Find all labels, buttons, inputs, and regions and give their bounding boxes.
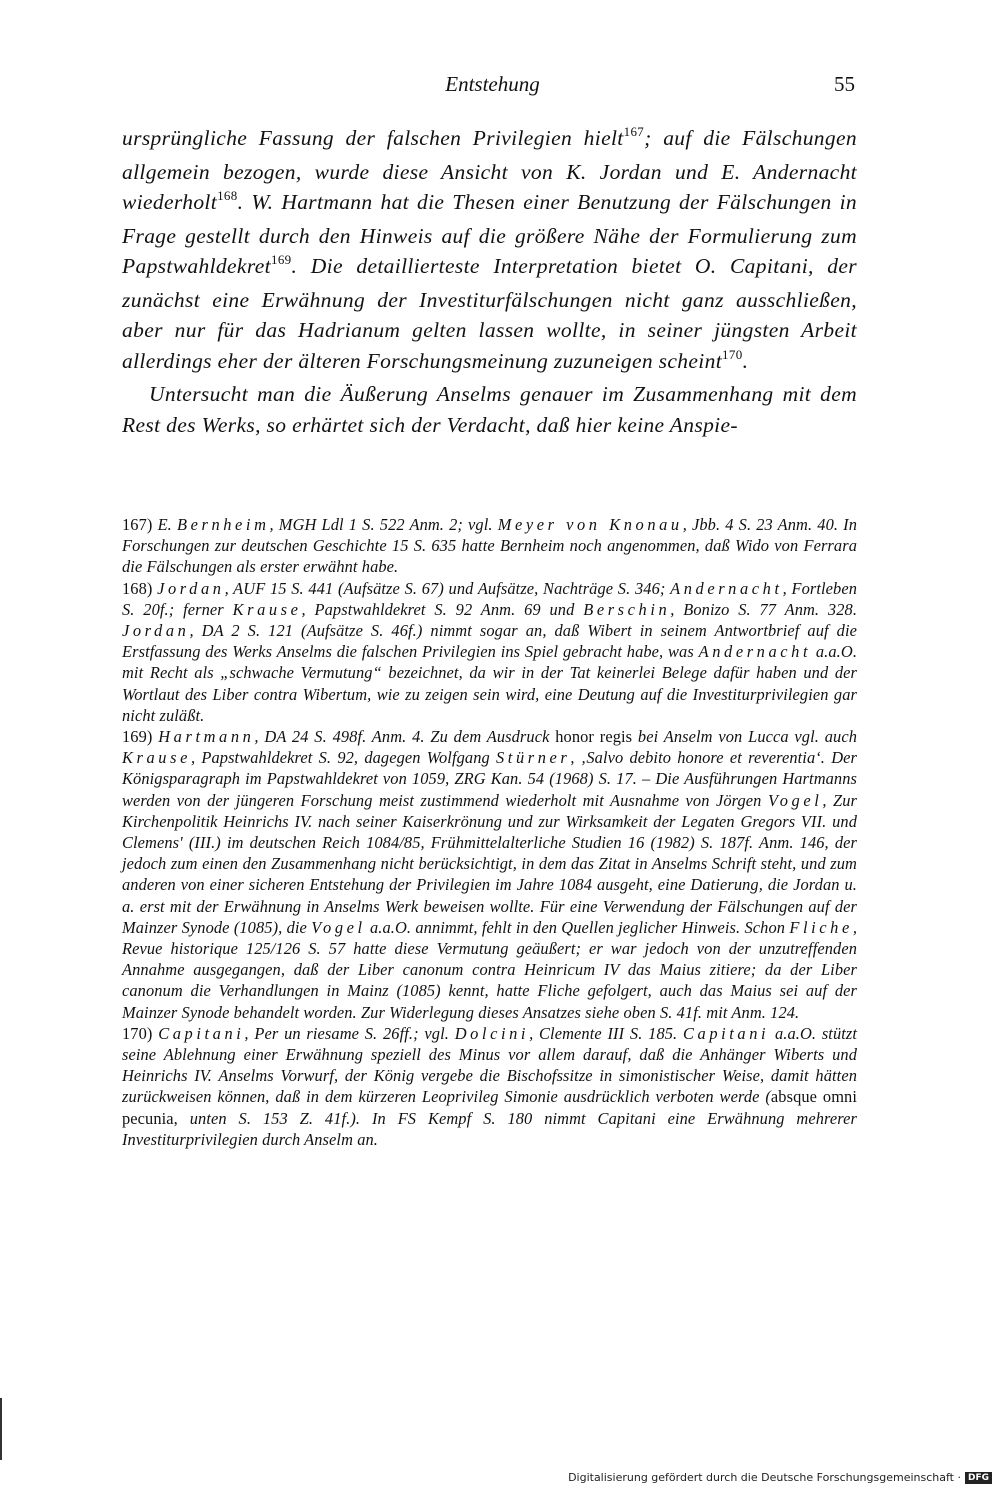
footnote-ref-170[interactable]: 170 (722, 346, 743, 362)
paragraph-1: ursprüngliche Fassung der falschen Privilegien hielt$^{167}$; auf die Fälschungen allgemein bezogen, wurde diese Ansicht von K. Jordan und E. Andernacht wiederholt$^{168}$. W. Hartmann hat die Thesen einer Benutzung der Fälschungen in Frage gestellt durch den Hinweis auf die größere Nähe der Formulierung zum Papstwahldekret$^{169}$. Die detaillierteste Interpretation bietet O. Capitani, der zunächst eine Erwähnung der Investiturfälschungen nicht ganz ausschließen, aber nur für das Hadrianum gelten lassen wollte, in seiner jüngsten Arbeit allerdings eher der älteren Forschungsmeinung zuzuneigen scheint$^{170}$. (122, 124, 857, 373)
paragraph-2: Untersucht man die Äußerung Anselms genauer im Zusammenhang mit dem Rest des Werks, so erhärtet sich der Verdacht, daß hier keine Anspie- (122, 382, 857, 437)
main-text (122, 123, 857, 440)
footnote-ref-169[interactable]: 169 (270, 252, 292, 267)
footnotes (122, 514, 857, 1150)
digitization-footer (568, 1471, 992, 1484)
page-number: 55 (834, 72, 855, 96)
dfg-logo: DFG (965, 1472, 992, 1484)
scan-margin-line (0, 1398, 2, 1460)
footnote-ref-168[interactable]: 168 (217, 188, 238, 203)
footer-text: Digitalisierung gefördert durch die Deutsche Forschungsgemeinschaft · (568, 1471, 961, 1484)
footnote-169: 169) Hartmann, DA 24 S. 498f. Anm. 4. Zu dem Ausdruck honor regis bei Anselm von Lucca vgl. auch Krause, Papstwahldekret S. 92, dagegen Wolfgang Stürner, ‚Salvo debito honore et reverentia‘. Der Königsparagraph im Papstwahldekret von 1059, ZRG Kan. 54 (1968) S. 17. – Die Ausführungen Hartmanns werden von der jüngeren Forschung meist zustimmend wiederholt mit Ausnahme von Jörgen Vogel, Zur Kirchenpolitik Heinrichs IV. nach seiner Kaiserkrönung und zur Wirksamkeit der Legaten Gregors VII. und Clemens' (III.) im deutschen Reich 1084/85, Frühmittelalterliche Studien 16 (1982) S. 187f. Anm. 146, der jedoch zum einen den Zusammenhang nicht berücksichtigt, in dem das Zitat in Anselms Schrift steht, und zum anderen von einer sicheren Entstehung der Privilegien im Jahre 1084 ausgeht, eine Datierung, die Jordan u. a. erst mit der Erwähnung in Anselms Werk beweisen wollte. Für eine Verwendung der Fälschungen auf der Mainzer Synode (1085), die Vogel a.a.O. annimmt, fehlt in den Quellen jeglicher Hinweis. Schon Fliche, Revue historique 125/126 S. 57 hatte diese Vermutung geäußert; er war jedoch von der unzutreffenden Annahme ausgegangen, daß der Liber canonum contra Heinricum IV das Maius zitiere; da der Liber canonum die Verhandlungen in Mainz (1085) kennt, hatte Fliche gefolgert, auch das Maius sei auf der Mainzer Synode behandelt worden. Zur Widerlegung dieses Ansatzes siehe oben S. 41f. mit Anm. 124. (122, 727, 858, 1022)
running-title: Entstehung (445, 72, 540, 96)
footnote-170: 170) Capitani, Per un riesame S. 26ff.; vgl. Dolcini, Clemente III S. 185. Capitani a.a.O. stützt seine Ablehnung einer Erwähnung speziell des Minus vor allem darauf, daß die Anhänger Wiberts und Heinrichs IV. Anselms Vorwurf, der König vergebe die Bischofssitze in simonistischer Weise, damit hätten zurückweisen können, daß in dem kürzeren Leoprivileg Simonie ausdrücklich verboten werde (absque omni pecunia, unten S. 153 Z. 41f.). In FS Kempf S. 180 nimmt Capitani eine Erwähnung mehrerer Investiturprivilegien durch Anselm an. (122, 1023, 858, 1149)
footnote-167: 167) E. Bernheim, MGH Ldl 1 S. 522 Anm. 2; vgl. Meyer von Knonau, Jbb. 4 S. 23 Anm. 40. In Forschungen zur deutschen Geschichte 15 S. 635 hatte Bernheim noch angenommen, daß Wido von Ferrara die Fälschungen als erster erwähnt habe. (122, 515, 858, 577)
footnote-168: 168) Jordan, AUF 15 S. 441 (Aufsätze S. 67) und Aufsätze, Nachträge S. 346; Andernacht, Fortleben S. 20f.; ferner Krause, Papstwahldekret S. 92 Anm. 69 und Berschin, Bonizo S. 77 Anm. 328. Jordan, DA 2 S. 121 (Aufsätze S. 46f.) nimmt sogar an, daß Wibert in seinem Antwortbrief auf die Erstfassung des Werks Anselms die falschen Privilegien ins Spiel gebracht habe, was Andernacht a.a.O. mit Recht als „schwache Vermutung“ bezeichnet, da wir in der Tat keinerlei Belege dafür haben und der Wortlaut des Liber contra Wibertum, wie zu zeigen sein wird, eine Deutung auf die Investiturprivilegien gar nicht zuläßt. (122, 578, 858, 725)
footnote-ref-167[interactable]: 167 (623, 124, 645, 139)
page-header (130, 72, 855, 100)
